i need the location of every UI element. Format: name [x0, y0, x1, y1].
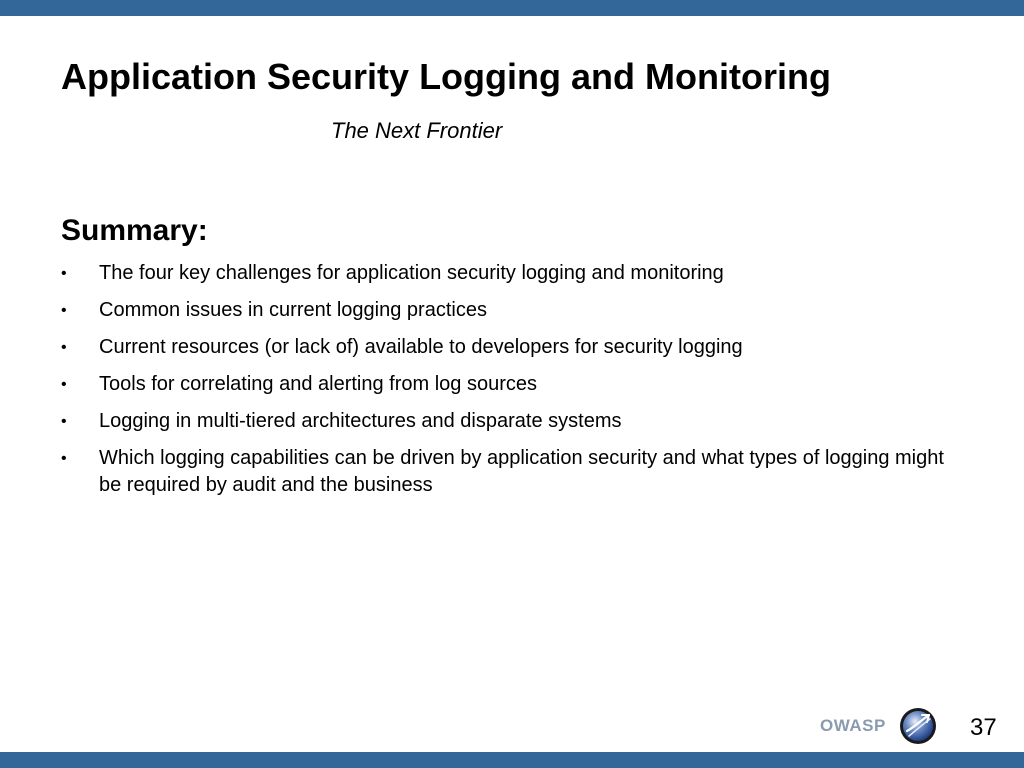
bullet-icon: •	[61, 450, 67, 467]
list-item	[61, 260, 961, 287]
bottom-bar	[0, 752, 1024, 768]
list-item	[61, 297, 961, 324]
list-item-text: Tools for correlating and alerting from log sources	[99, 373, 537, 395]
list-item	[61, 334, 961, 361]
list-item	[61, 371, 961, 398]
bullet-icon: •	[61, 265, 67, 282]
list-item-text: Common issues in current logging practices	[99, 299, 487, 321]
bullet-icon: •	[61, 413, 67, 430]
list-item-text: The four key challenges for application security logging and monitoring	[99, 262, 724, 284]
top-bar	[0, 0, 1024, 16]
list-item	[61, 408, 961, 435]
page-number: 37	[970, 714, 997, 741]
bullet-icon: •	[61, 376, 67, 393]
summary-heading: Summary:	[61, 214, 208, 247]
list-item-text: Current resources (or lack of) available to developers for security logging	[99, 336, 743, 358]
summary-list	[61, 260, 961, 509]
footer-brand	[820, 706, 938, 746]
list-item	[61, 445, 961, 499]
list-item-text: Logging in multi-tiered architectures and disparate systems	[99, 410, 622, 432]
slide-title: Application Security Logging and Monitoring	[61, 56, 831, 97]
slide-subtitle: The Next Frontier	[331, 118, 503, 143]
list-item-text: Which logging capabilities can be driven by application security and what types of logging might be required by audit and the business	[99, 447, 944, 496]
bullet-icon: •	[61, 302, 67, 319]
bullet-icon: •	[61, 339, 67, 356]
brand-wordmark: OWASP	[820, 716, 886, 735]
owasp-globe-icon	[898, 706, 938, 746]
